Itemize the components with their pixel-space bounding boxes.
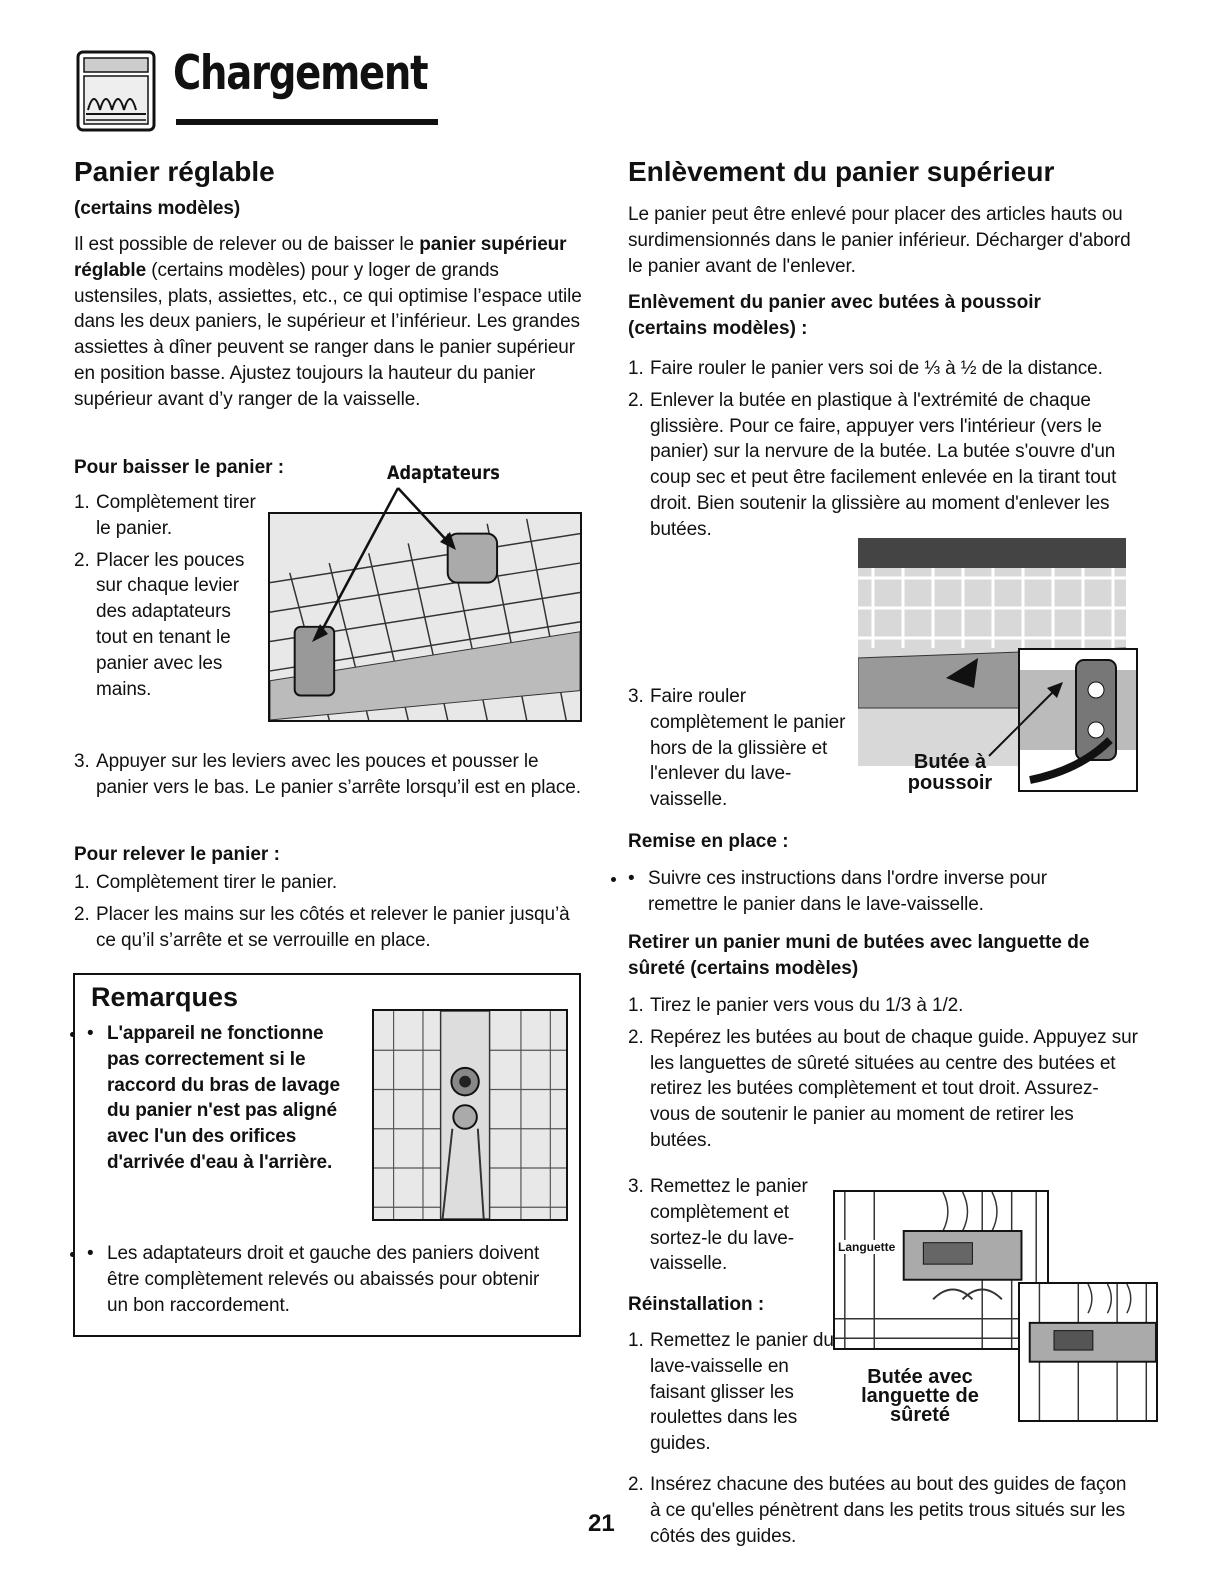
header [73, 44, 453, 140]
section-title-adjustable-rack: Panier réglable [74, 156, 275, 187]
list-item: 2. Enlever la butée en plastique à l'extrémité de chaque glissière. Pour ce faire, appuyer vers l'intérieur (vers le panier) sur la nervure de la butée. La butée s'ouvre d'un coup sec et peut être facilement enlevée en la tirant tout droit. Bien soutenir la glissière au moment d'enlever les butées. [628, 389, 1117, 540]
adapters-label: Adaptateurs [387, 462, 500, 484]
notes-list-bold [87, 1021, 357, 1176]
tab-label-small: Languette [838, 1240, 896, 1254]
list-item: 1. Faire rouler le panier vers soi de ⅓ à ½ de la distance. [628, 358, 1103, 379]
list-item: 2. Repérez les butées au bout de chaque guide. Appuyez sur les languettes de sûreté situées au centre des butées et retirez les butées complètement et tout droit. Assurez-vous de soutenir le panier au moment de retirer les butées. [628, 1026, 1138, 1151]
tab-stop-illustration [833, 1190, 1049, 1350]
list-item: 2. Placer les mains sur les côtés et relever le panier jusqu’à ce qu’il s’arrête et se verrouille en place. [74, 903, 570, 951]
replace-list [628, 866, 1108, 918]
reinstall-steps [628, 1472, 1138, 1555]
notes-box [73, 973, 581, 1337]
push-stop-pointer [985, 680, 1065, 760]
lower-steps-wide [74, 749, 584, 807]
tab-stop-label: Butée avec languette de sûreté [861, 1366, 979, 1426]
wash-arm-illustration [372, 1009, 568, 1221]
intro-post: (certains modèles) pour y loger de grands ustensiles, plats, assiettes, etc., ce qui optimise l’espace utile dans les deux paniers, le supérieur et l’inférieur. Les grandes assiettes à dîner peuvent se ranger dans le panier supérieur en position basse. Ajustez toujours la hauteur du panier supérieur avant d’y ranger de la vaisselle. [74, 259, 582, 410]
reinstall-steps-narrow [628, 1328, 843, 1463]
lower-heading: Pour baisser le panier : [74, 457, 285, 478]
dishwasher-icon [76, 50, 156, 132]
intro-pre: Il est possible de relever ou de baisser le [74, 234, 420, 255]
notes-list [87, 1241, 557, 1318]
raise-heading: Pour relever le panier : [74, 844, 280, 865]
tab-steps [628, 993, 1138, 1160]
list-item: 3. Faire rouler complètement le panier hors de la glissière et l'enlever du lave-vaisselle. [628, 686, 846, 811]
list-item: 3. Appuyer sur les leviers avec les pouces et pousser le panier vers le bas. Le panier s’arrête lorsqu’il est en place. [74, 751, 581, 798]
tab-heading: Retirer un panier muni de butées avec languette de sûreté (certains modèles) [628, 932, 1090, 979]
list-item: 3. Remettez le panier complètement et sortez-le du lave-vaisselle. [628, 1176, 808, 1275]
adapters-pointer-lines [300, 484, 480, 664]
list-item: 2. Placer les pouces sur chaque levier des adaptateurs tout en tenant le panier avec les mains. [74, 549, 245, 700]
list-item: • • L'appareil ne fonctionne pas correctement si le raccord du bras de lavage du panier n'est pas aligné avec l'un des orifices d'arrivée d'eau à l'arrière. [87, 1021, 357, 1176]
push-steps-narrow [628, 684, 858, 819]
list-item: 2. Insérez chacune des butées au bout des guides de façon à ce qu'elles pénètrent dans les petits trous situés sur les côtés des guides. [628, 1474, 1127, 1547]
tab-steps-narrow [628, 1174, 828, 1283]
subtitle: (certains modèles) [74, 198, 241, 219]
list-item: 1. Remettez le panier du lave-vaisselle en faisant glisser les roulettes dans les guides. [628, 1330, 834, 1455]
push-steps [628, 356, 1133, 549]
reinstall-heading: Réinstallation : [628, 1294, 765, 1315]
lower-steps-narrow [74, 490, 264, 708]
raise-steps [74, 870, 574, 959]
list-item: 1. Tirez le panier vers vous du 1/3 à 1/2. [628, 995, 964, 1016]
notes-title: Remarques [91, 982, 239, 1012]
page-title: Chargement [173, 46, 428, 101]
list-item: 1. Complètement tirer le panier. [74, 492, 256, 539]
remove-intro: Le panier peut être enlevé pour placer des articles hauts ou surdimensionnés dans le panier inférieur. Décharger d'abord le panier avant de l'enlever. [628, 204, 1131, 277]
tab-stop-inset [1018, 1282, 1158, 1422]
section-title-remove-rack: Enlèvement du panier supérieur [628, 156, 1055, 187]
intro-bold: panier supérieur réglable [74, 234, 567, 281]
list-item: 1. Complètement tirer le panier. [74, 872, 338, 893]
page-number: 21 [588, 1510, 615, 1537]
intro-paragraph [74, 232, 584, 413]
push-stop-label: Butée à poussoir [907, 751, 993, 794]
title-underline [176, 119, 438, 125]
list-item: • • Suivre ces instructions dans l'ordre inverse pour remettre le panier dans le lave-vaisselle. [628, 866, 1108, 918]
push-heading: Enlèvement du panier avec butées à poussoir (certains modèles) : [628, 292, 1041, 339]
replace-heading: Remise en place : [628, 831, 789, 852]
list-item: • • Les adaptateurs droit et gauche des paniers doivent être complètement relevés ou abaissés pour obtenir un bon raccordement. [87, 1241, 557, 1318]
